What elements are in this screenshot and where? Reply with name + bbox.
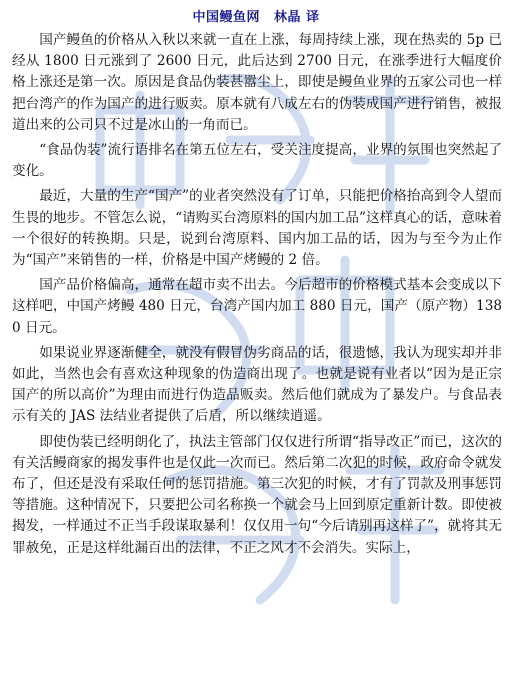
paragraph-4: 国产品价格偏高，通常在超市卖不出去。今后超市的价格模式基本会变成以下这样吧，中国产烤鳗 480 日元，台湾产国内加工 880 日元，国产（原产物）1380 日元。 [12,277,502,336]
paragraph-3: 最近，大量的生产“国产”的业者突然没有了订单，只能把价格抬高到令人望而生畏的地步。不管怎么说，“请购买台湾原料的国内加工品”这样真心的话，意味着一个很好的转换期。只是，说到台湾原料、国内加工品的话，因为与至今为止作为“国产”来销售的一样，价格是中国产烤鳗的 2 倍。 [12,188,502,269]
page-header [0,0,512,26]
paragraph-6: 即使伪装已经明朗化了，执法主管部门仅仅进行所谓“指导改正”而已，这次的有关活鳗商家的揭发事件也是仅此一次而已。然后第二次犯的时候，政府命令就发布了，但还是没有采取任何的惩罚措施。第三次犯的时候，才有了罚款及刑事惩罚等措施。这种情况下，只要把公司名称换一个就会马上回到原定重新计数。即使被揭发，一样通过不正当手段谋取暴利！仅仅用一句“今后请别再这样了”，就将其无罪赦免，正是这样纰漏百出的法律，不正之风才不会消失。实际上， [12,433,502,556]
paragraph-5: 如果说业界逐渐健全，就没有假冒伪劣商品的话，很遗憾，我认为现实却并非如此，当然也会有喜欢这种现象的伪造商出现了。也就是说有业者以“因为是正宗国产的所以高价”为理由而进行伪造品贩卖。然后他们就成为了暴发户。与食品表示有关的 JAS 法结业者提供了后盾，所以继续逍遥。 [12,344,502,425]
site-name: 中国鳗鱼网 [192,10,260,25]
article-body [0,26,512,559]
translator-credit: 林晶 译 [273,10,320,25]
paragraph-2: “食品伪装”流行语排名在第五位左右，受关注度提高，业界的氛围也突然起了变化。 [12,142,502,180]
paragraph-1: 国产鳗鱼的价格从入秋以来就一直在上涨，每周持续上涨，现在热卖的 5p 已经从 1800 日元涨到了 2600 日元，此后达到 2700 日元，在涨季进行大幅度价格上涨还是第一次。原因是食品伪装甚嚣尘上，即使是鳗鱼业界的五家公司也一样把台湾产的作为国产的进行贩卖。原本就有八成左右的伪装成国产进行销售，被报道出来的公司只不过是冰山的一角而已。 [12,32,502,133]
